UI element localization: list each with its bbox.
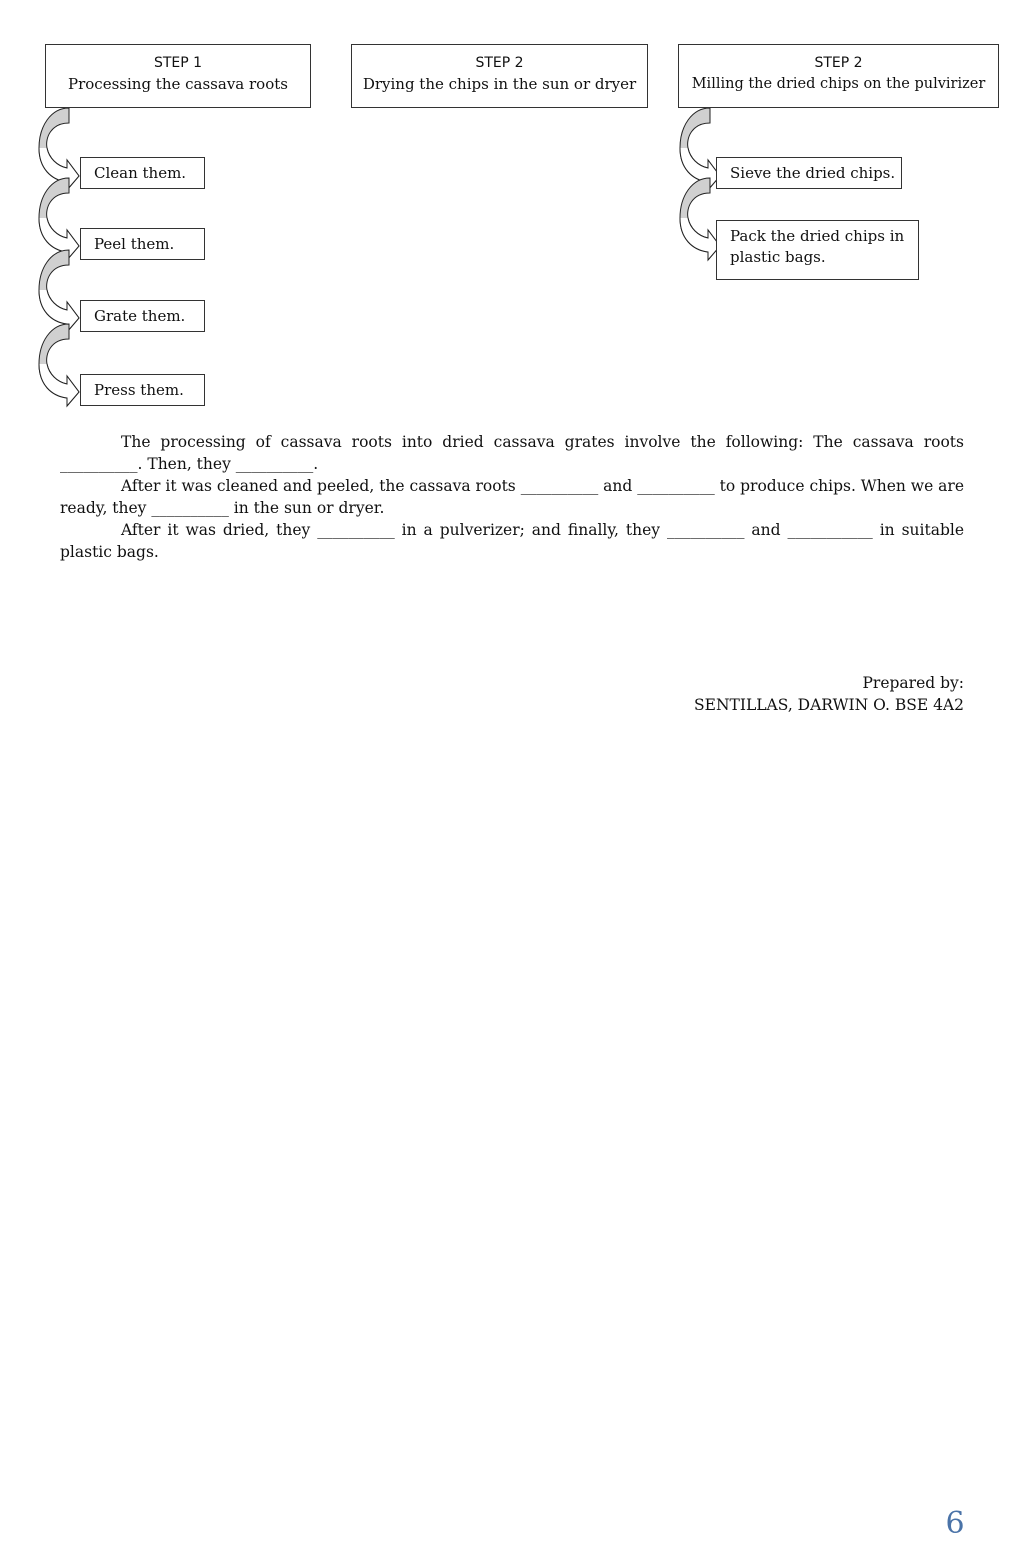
step-box-3: [678, 44, 999, 108]
arrow-icon: [680, 108, 720, 190]
step-title: STEP 1: [153, 55, 203, 71]
paragraph-1: The processing of cassava roots into dried cassava grates involve the following: The cassava roots __________. Then, they __________.: [60, 433, 964, 473]
substep-peel: Peel them.: [80, 228, 205, 260]
substep-clean: Clean them.: [80, 157, 205, 189]
step-box-2: [351, 44, 648, 108]
paragraph-2: After it was cleaned and peeled, the cassava roots __________ and __________ to produce chips. When we are ready, they __________ in the sun or dryer.: [60, 477, 964, 517]
prepared-by-name: SENTILLAS, DARWIN O. BSE 4A2: [694, 696, 964, 714]
step-subtitle: Drying the chips in the sun or dryer: [362, 75, 637, 93]
prepared-by-label: Prepared by:: [862, 674, 964, 692]
paragraph-3: After it was dried, they __________ in a pulverizer; and finally, they __________ and ___________ in suitable plastic bags.: [60, 521, 964, 561]
page-number: 6: [945, 1506, 965, 1541]
arrow-icon: [39, 178, 79, 260]
arrow-icon: [39, 108, 79, 190]
arrow-icon: [39, 250, 79, 332]
step-title: STEP 2: [814, 55, 863, 71]
substep-pack: Pack the dried chips in plastic bags.: [716, 220, 919, 280]
substep-sieve: Sieve the dried chips.: [716, 157, 902, 189]
step-subtitle: Processing the cassava roots: [68, 75, 288, 93]
substep-press: Press them.: [80, 374, 205, 406]
arrow-icon: [39, 324, 79, 406]
arrow-icon: [680, 178, 720, 260]
step-box-1: [45, 44, 311, 108]
step-title: STEP 2: [475, 55, 524, 71]
step-subtitle: Milling the dried chips on the pulvirizer: [691, 76, 986, 92]
substep-grate: Grate them.: [80, 300, 205, 332]
